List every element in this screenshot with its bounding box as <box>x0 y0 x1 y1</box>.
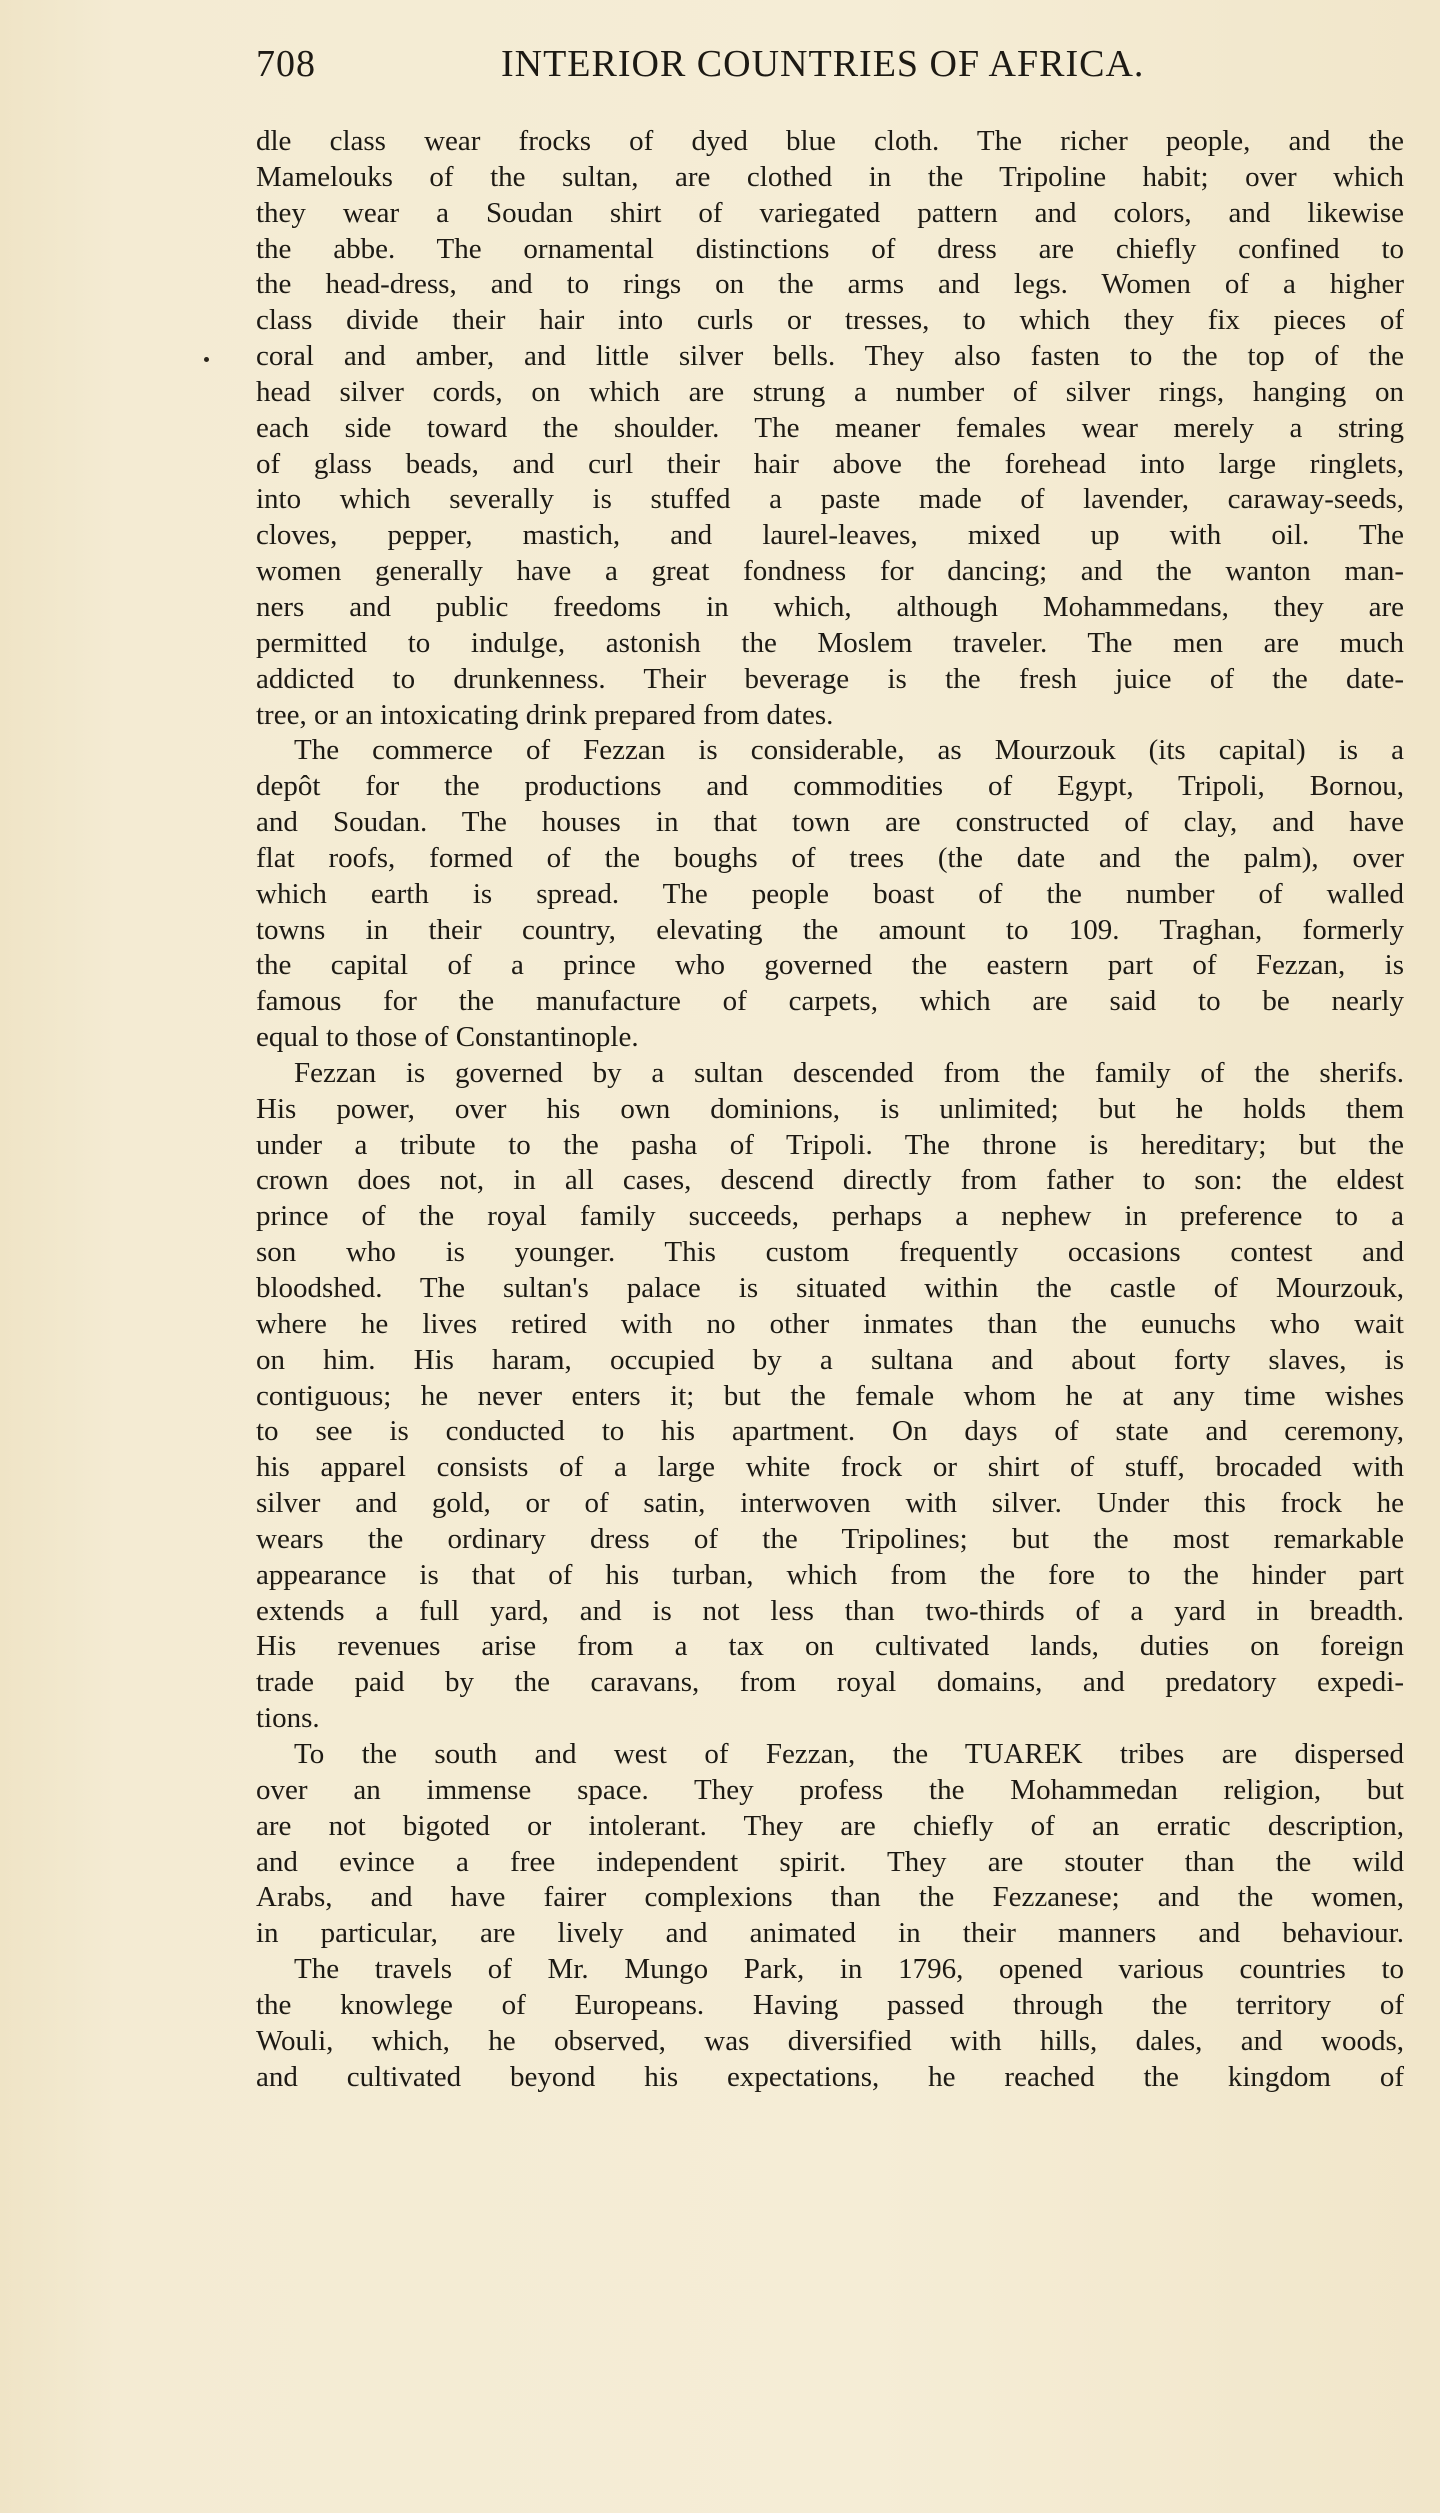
text-line: wears the ordinary dress of the Tripolines; but the most remarkable <box>256 1522 1404 1555</box>
text-line: dle class wear frocks of dyed blue cloth. The richer people, and the <box>256 125 1404 157</box>
text-line: which earth is spread. The people boast of the number of walled <box>256 877 1404 910</box>
text-line: tree, or an intoxicating drink prepared from dates. <box>256 698 834 731</box>
running-title: INTERIOR COUNTRIES OF AFRICA. <box>501 43 1145 85</box>
text-line: equal to those of Constantinople. <box>256 1021 639 1054</box>
text-line: addicted to drunkenness. Their beverage is the fresh juice of the date- <box>256 662 1404 695</box>
text-line: famous for the manufacture of carpets, which are said to be nearly <box>256 985 1404 1018</box>
text-line: ners and public freedoms in which, although Mohammedans, they are <box>256 590 1404 623</box>
text-line: in particular, are lively and animated in their manners and behaviour. <box>256 1917 1404 1950</box>
text-line: Arabs, and have fairer complexions than the Fezzanese; and the women, <box>256 1881 1404 1914</box>
text-line: Mamelouks of the sultan, are clothed in the Tripoline habit; over which <box>256 160 1404 193</box>
text-line: silver and gold, or of satin, interwoven with silver. Under this frock he <box>256 1487 1404 1520</box>
text-line: and cultivated beyond his expectations, he reached the kingdom of <box>256 2060 1404 2093</box>
text-line: son who is younger. This custom frequently occasions contest and <box>256 1236 1404 1269</box>
margin-mark <box>204 357 209 362</box>
text-line: Wouli, which, he observed, was diversified with hills, dales, and woods, <box>256 2024 1404 2057</box>
text-line: each side toward the shoulder. The meaner females wear merely a string <box>256 411 1404 444</box>
text-line: crown does not, in all cases, descend directly from father to son: the eldest <box>256 1164 1404 1197</box>
text-line: trade paid by the caravans, from royal domains, and predatory expedi- <box>256 1666 1404 1699</box>
text-line: Fezzan is governed by a sultan descended from the family of the sherifs. <box>294 1056 1404 1089</box>
text-line: His revenues arise from a tax on cultivated lands, duties on foreign <box>256 1630 1404 1663</box>
text-line: the abbe. The ornamental distinctions of dress are chiefly confined to <box>256 232 1404 265</box>
text-line: of glass beads, and curl their hair above the forehead into large ringlets, <box>256 447 1404 480</box>
text-line: class divide their hair into curls or tresses, to which they fix pieces of <box>256 304 1404 337</box>
text-line: towns in their country, elevating the amount to 109. Traghan, formerly <box>256 913 1404 946</box>
text-line: under a tribute to the pasha of Tripoli. The throne is hereditary; but the <box>256 1128 1404 1161</box>
text-line: cloves, pepper, mastich, and laurel-leaves, mixed up with oil. The <box>256 519 1404 552</box>
text-line: His power, over his own dominions, is unlimited; but he holds them <box>256 1092 1404 1125</box>
text-line: head silver cords, on which are strung a number of silver rings, hanging on <box>256 375 1404 408</box>
text-line: over an immense space. They profess the Mohammedan religion, but <box>256 1773 1404 1806</box>
text-line: The travels of Mr. Mungo Park, in 1796, opened various countries to <box>294 1953 1404 1986</box>
body-text <box>256 124 1404 2095</box>
text-line: the capital of a prince who governed the eastern part of Fezzan, is <box>256 949 1404 982</box>
text-line: contiguous; he never enters it; but the female whom he at any time wishes <box>256 1379 1404 1412</box>
text-line: depôt for the productions and commodities of Egypt, Tripoli, Bornou, <box>256 770 1404 803</box>
text-line: and evince a free independent spirit. They are stouter than the wild <box>256 1845 1404 1878</box>
text-line: and Soudan. The houses in that town are constructed of clay, and have <box>256 806 1404 839</box>
text-line: permitted to indulge, astonish the Moslem traveler. The men are much <box>256 626 1404 659</box>
text-line: To the south and west of Fezzan, the TUAREK tribes are dispersed <box>294 1737 1404 1770</box>
text-line: flat roofs, formed of the boughs of trees (the date and the palm), over <box>256 841 1404 874</box>
text-line: women generally have a great fondness for dancing; and the wanton man- <box>256 555 1404 588</box>
text-line: on him. His haram, occupied by a sultana and about forty slaves, is <box>256 1343 1404 1376</box>
page-number: 708 <box>256 43 316 85</box>
text-line: bloodshed. The sultan's palace is situated within the castle of Mourzouk, <box>256 1272 1404 1304</box>
text-line: The commerce of Fezzan is considerable, as Mourzouk (its capital) is a <box>294 734 1404 767</box>
text-line: where he lives retired with no other inmates than the eunuchs who wait <box>256 1307 1404 1340</box>
text-line: to see is conducted to his apartment. On days of state and ceremony, <box>256 1415 1404 1448</box>
text-line: his apparel consists of a large white frock or shirt of stuff, brocaded with <box>256 1451 1404 1484</box>
text-line: are not bigoted or intolerant. They are chiefly of an erratic description, <box>256 1809 1404 1842</box>
text-line: extends a full yard, and is not less than two-thirds of a yard in breadth. <box>256 1594 1404 1627</box>
text-line: coral and amber, and little silver bells. They also fasten to the top of the <box>256 340 1404 373</box>
text-line: into which severally is stuffed a paste made of lavender, caraway-seeds, <box>256 483 1404 516</box>
page-header <box>256 42 1211 102</box>
text-line: the knowlege of Europeans. Having passed through the territory of <box>256 1988 1404 2021</box>
text-line: they wear a Soudan shirt of variegated pattern and colors, and likewise <box>256 196 1404 229</box>
text-line: tions. <box>256 1702 320 1735</box>
text-line: appearance is that of his turban, which from the fore to the hinder part <box>256 1558 1404 1591</box>
text-line: the head-dress, and to rings on the arms and legs. Women of a higher <box>256 268 1404 301</box>
text-line: prince of the royal family succeeds, perhaps a nephew in preference to a <box>256 1200 1404 1233</box>
